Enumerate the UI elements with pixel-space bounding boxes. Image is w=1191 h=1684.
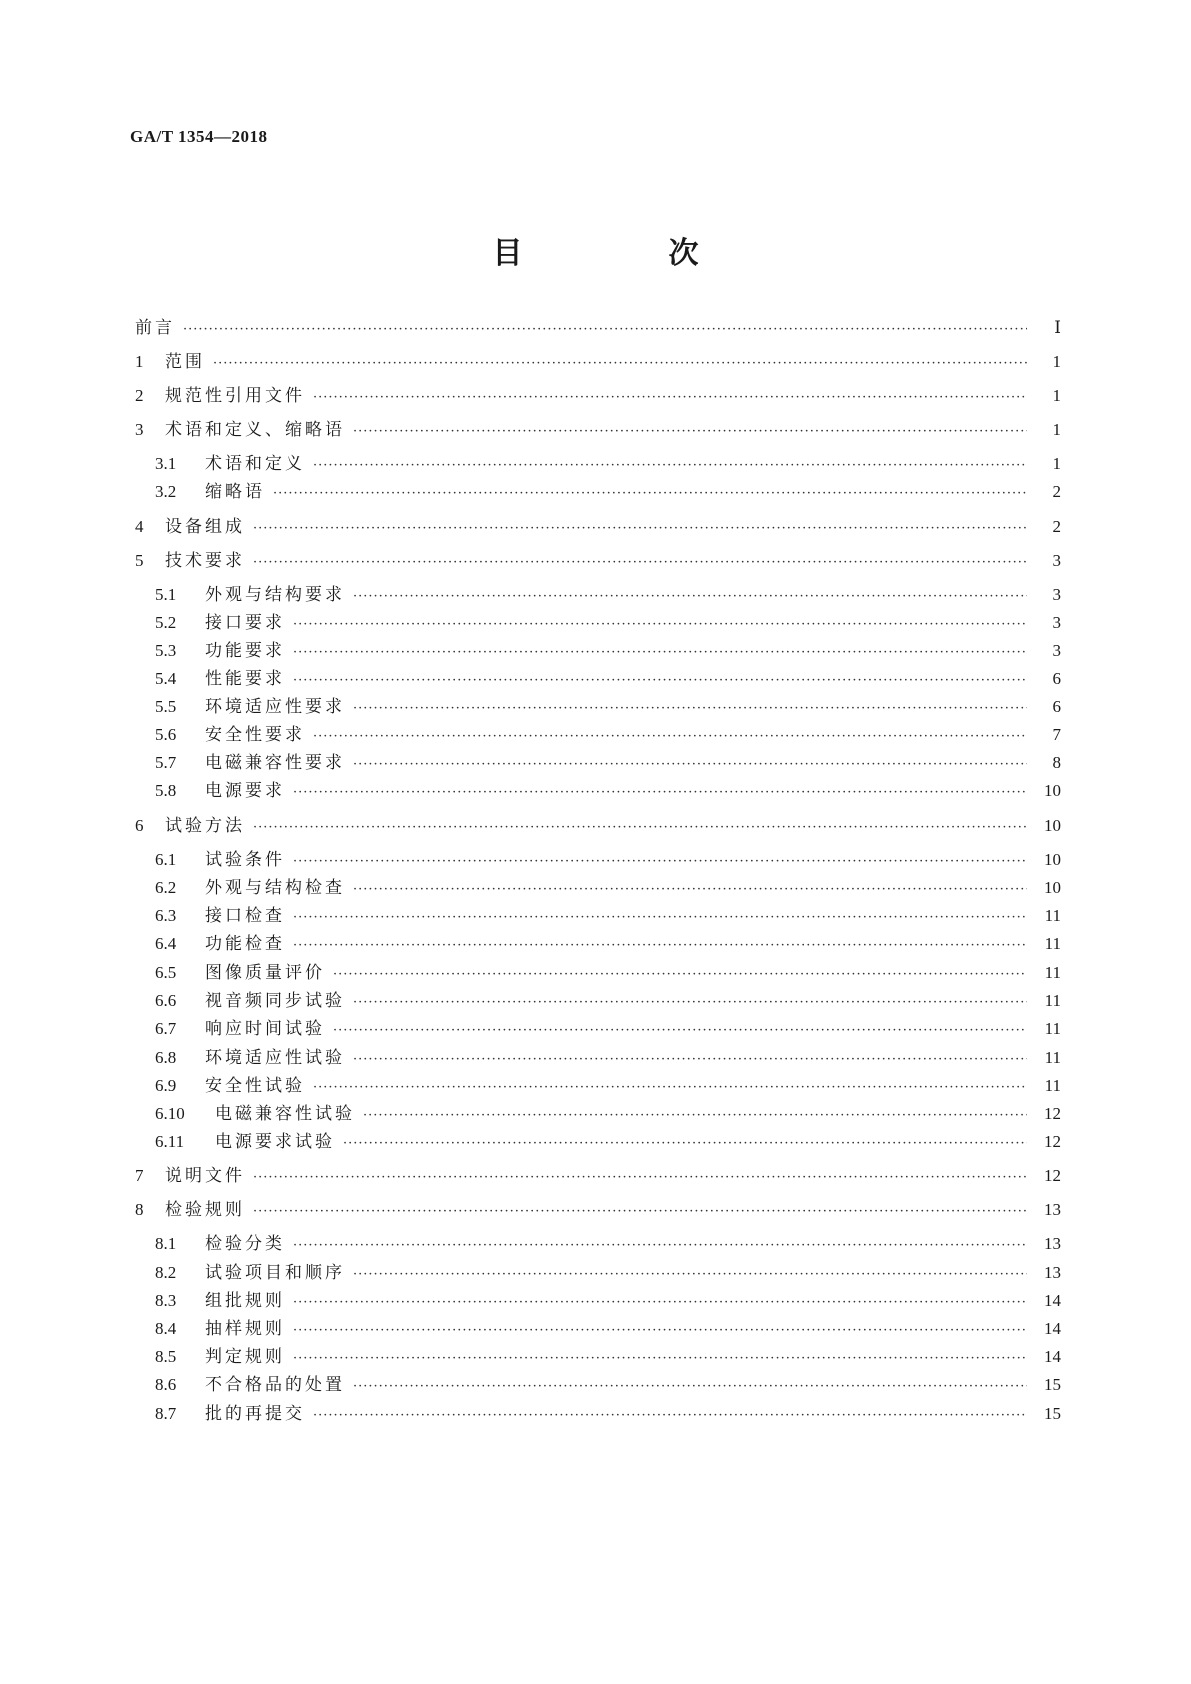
- toc-entry-title: 功能检查: [205, 934, 285, 954]
- toc-entry-title: 前言: [135, 318, 175, 338]
- toc-entry[interactable]: [135, 316, 1061, 340]
- toc-entry-page: 11: [1044, 934, 1061, 953]
- toc-entry-page: 11: [1044, 963, 1061, 982]
- dot-leader: [253, 816, 1027, 840]
- dot-leader: [293, 1347, 1027, 1371]
- toc-entry[interactable]: [155, 1130, 1061, 1154]
- dot-leader: [313, 1076, 1027, 1100]
- toc-entry-number: 6.10: [155, 1104, 185, 1123]
- dot-leader: [353, 697, 1027, 721]
- toc-entry[interactable]: [135, 384, 1061, 408]
- toc-entry-page: 10: [1044, 816, 1061, 835]
- dot-leader: [333, 1019, 1027, 1043]
- toc-entry-number: 5.6: [155, 725, 177, 744]
- toc-entry-number: 8.7: [155, 1404, 177, 1423]
- toc-entry[interactable]: [155, 1232, 1061, 1256]
- toc-entry-page: 11: [1044, 991, 1061, 1010]
- toc-entry[interactable]: [155, 1345, 1061, 1369]
- toc-entry-title: 环境适应性要求: [205, 697, 345, 717]
- toc-entry-title: 电磁兼容性要求: [205, 753, 345, 773]
- toc-entry-page: 11: [1044, 1019, 1061, 1038]
- toc-entry-title: 响应时间试验: [205, 1019, 325, 1039]
- toc-entry-number: 5.5: [155, 697, 177, 716]
- toc-entry-page: 13: [1044, 1200, 1061, 1219]
- toc-entry[interactable]: [155, 583, 1061, 607]
- toc-entry-page: 11: [1044, 1048, 1061, 1067]
- toc-entry-title: 试验项目和顺序: [205, 1263, 345, 1283]
- toc-entry[interactable]: [155, 1017, 1061, 1041]
- toc-entry-number: 6.1: [155, 850, 177, 869]
- dot-leader: [293, 1319, 1027, 1343]
- toc-entry-title: 说明文件: [165, 1166, 245, 1186]
- toc-entry[interactable]: [155, 611, 1061, 635]
- toc-entry[interactable]: [135, 515, 1061, 539]
- dot-leader: [313, 725, 1027, 749]
- toc-entry-page: 10: [1044, 781, 1061, 800]
- toc-entry-page: 12: [1044, 1166, 1061, 1185]
- toc-entry-page: 14: [1044, 1347, 1061, 1366]
- toc-entry[interactable]: [155, 1317, 1061, 1341]
- toc-entry[interactable]: [155, 1373, 1061, 1397]
- toc-entry-title: 电磁兼容性试验: [215, 1104, 355, 1124]
- toc-entry-page: Ⅰ: [1054, 318, 1061, 337]
- dot-leader: [353, 1048, 1027, 1072]
- dot-leader: [363, 1104, 1027, 1128]
- toc-entry-page: 6: [1052, 697, 1061, 716]
- toc-entry-number: 6.6: [155, 991, 177, 1010]
- dot-leader: [313, 386, 1027, 410]
- toc-entry-title: 外观与结构要求: [205, 585, 345, 605]
- dot-leader: [293, 613, 1027, 637]
- dot-leader: [353, 878, 1027, 902]
- toc-entry-title: 安全性试验: [205, 1076, 305, 1096]
- toc-entry-title: 术语和定义、缩略语: [165, 420, 345, 440]
- toc-entry[interactable]: [155, 1261, 1061, 1285]
- toc-entry-title: 环境适应性试验: [205, 1048, 345, 1068]
- toc-entry-number: 6.4: [155, 934, 177, 953]
- toc-entry[interactable]: [155, 480, 1061, 504]
- toc-entry-title: 性能要求: [205, 669, 285, 689]
- toc-entry-page: 7: [1052, 725, 1061, 744]
- toc-entry[interactable]: [155, 989, 1061, 1013]
- toc-entry-title: 图像质量评价: [205, 963, 325, 983]
- toc-entry-title: 试验方法: [165, 816, 245, 836]
- toc-entry[interactable]: [135, 549, 1061, 573]
- toc-entry[interactable]: [155, 1074, 1061, 1098]
- toc-entry-number: 3.1: [155, 454, 177, 473]
- toc-entry[interactable]: [135, 350, 1061, 374]
- dot-leader: [273, 482, 1027, 506]
- toc-entry[interactable]: [135, 418, 1061, 442]
- toc-entry-number: 7: [135, 1166, 144, 1185]
- toc-entry-number: 8: [135, 1200, 144, 1219]
- toc-entry[interactable]: [155, 452, 1061, 476]
- toc-entry-title: 范围: [165, 352, 205, 372]
- toc-entry-number: 8.6: [155, 1375, 177, 1394]
- toc-entry-title: 检验规则: [165, 1200, 245, 1220]
- dot-leader: [253, 1166, 1027, 1190]
- toc-entry-title: 电源要求: [205, 781, 285, 801]
- dot-leader: [293, 669, 1027, 693]
- toc-entry-page: 11: [1044, 906, 1061, 925]
- toc-entry-page: 2: [1052, 482, 1061, 501]
- toc-entry-number: 6.3: [155, 906, 177, 925]
- dot-leader: [343, 1132, 1027, 1156]
- toc-entry[interactable]: [135, 1164, 1061, 1188]
- toc-entry-page: 12: [1044, 1104, 1061, 1123]
- toc-entry-number: 2: [135, 386, 144, 405]
- toc-entry-number: 5.3: [155, 641, 177, 660]
- toc-entry-page: 10: [1044, 878, 1061, 897]
- toc-entry-title: 试验条件: [205, 850, 285, 870]
- toc-entry-number: 8.5: [155, 1347, 177, 1366]
- dot-leader: [353, 585, 1027, 609]
- toc-entry[interactable]: [155, 848, 1061, 872]
- toc-entry-number: 6: [135, 816, 144, 835]
- toc-entry-number: 5.8: [155, 781, 177, 800]
- toc-entry-page: 3: [1052, 613, 1061, 632]
- toc-entry-title: 电源要求试验: [215, 1132, 335, 1152]
- toc-entry-number: 1: [135, 352, 144, 371]
- standard-code: GA/T 1354—2018: [130, 127, 268, 146]
- toc-entry-page: 6: [1052, 669, 1061, 688]
- toc-entry[interactable]: [155, 723, 1061, 747]
- toc-entry-page: 3: [1052, 585, 1061, 604]
- toc-entry[interactable]: [135, 1198, 1061, 1222]
- toc-entry[interactable]: [155, 904, 1061, 928]
- dot-leader: [293, 781, 1027, 805]
- dot-leader: [183, 318, 1027, 342]
- toc-entry-number: 5.1: [155, 585, 177, 604]
- toc-entry-number: 4: [135, 517, 144, 536]
- toc-entry-number: 6.9: [155, 1076, 177, 1095]
- dot-leader: [293, 850, 1027, 874]
- toc-entry-title: 检验分类: [205, 1234, 285, 1254]
- dot-leader: [313, 1404, 1027, 1428]
- toc-entry-page: 13: [1044, 1263, 1061, 1282]
- dot-leader: [353, 420, 1027, 444]
- toc-entry-title: 外观与结构检查: [205, 878, 345, 898]
- toc-entry-page: 11: [1044, 1076, 1061, 1095]
- toc-entry-title: 技术要求: [165, 551, 245, 571]
- toc-entry-number: 6.5: [155, 963, 177, 982]
- toc-entry[interactable]: [155, 751, 1061, 775]
- dot-leader: [293, 1291, 1027, 1315]
- toc-entry-page: 8: [1052, 753, 1061, 772]
- toc-entry-title: 缩略语: [205, 482, 265, 502]
- toc-entry-number: 6.2: [155, 878, 177, 897]
- toc-entry-title: 批的再提交: [205, 1404, 305, 1424]
- toc-entry-page: 15: [1044, 1404, 1061, 1423]
- dot-leader: [333, 963, 1027, 987]
- toc-entry-title: 判定规则: [205, 1347, 285, 1367]
- toc-entry[interactable]: [155, 932, 1061, 956]
- toc-entry-page: 15: [1044, 1375, 1061, 1394]
- toc-entry-page: 14: [1044, 1291, 1061, 1310]
- dot-leader: [253, 551, 1027, 575]
- toc-entry-page: 10: [1044, 850, 1061, 869]
- toc-entry-page: 3: [1052, 641, 1061, 660]
- toc-entry-number: 5.4: [155, 669, 177, 688]
- dot-leader: [353, 1375, 1027, 1399]
- toc-entry-number: 6.7: [155, 1019, 177, 1038]
- toc-entry-number: 8.4: [155, 1319, 177, 1338]
- toc-entry-title: 规范性引用文件: [165, 386, 305, 406]
- toc-entry-page: 12: [1044, 1132, 1061, 1151]
- toc-entry-number: 8.2: [155, 1263, 177, 1282]
- toc-entry-page: 1: [1052, 454, 1061, 473]
- dot-leader: [253, 1200, 1027, 1224]
- toc-entry[interactable]: [155, 695, 1061, 719]
- dot-leader: [293, 1234, 1027, 1258]
- toc-entry-title: 接口要求: [205, 613, 285, 633]
- toc-entry-number: 3.2: [155, 482, 177, 501]
- toc-entry-title: 安全性要求: [205, 725, 305, 745]
- dot-leader: [293, 906, 1027, 930]
- toc-entry[interactable]: [155, 1289, 1061, 1313]
- dot-leader: [353, 991, 1027, 1015]
- toc-entry-page: 1: [1052, 386, 1061, 405]
- toc-entry-number: 5.2: [155, 613, 177, 632]
- dot-leader: [353, 1263, 1027, 1287]
- toc-entry-title: 接口检查: [205, 906, 285, 926]
- toc-entry-number: 6.11: [155, 1132, 185, 1151]
- toc-entry-page: 13: [1044, 1234, 1061, 1253]
- toc-entry-page: 1: [1052, 420, 1061, 439]
- toc-entry[interactable]: [155, 779, 1061, 803]
- toc-entry-number: 6.8: [155, 1048, 177, 1067]
- toc-entry-title: 不合格品的处置: [205, 1375, 345, 1395]
- toc-entry[interactable]: [155, 876, 1061, 900]
- dot-leader: [293, 641, 1027, 665]
- toc-entry-page: 14: [1044, 1319, 1061, 1338]
- toc-entry-number: 8.3: [155, 1291, 177, 1310]
- toc-entry[interactable]: [155, 1046, 1061, 1070]
- dot-leader: [313, 454, 1027, 478]
- page-title: 目 次: [492, 236, 757, 271]
- toc-entry-title: 术语和定义: [205, 454, 305, 474]
- dot-leader: [213, 352, 1027, 376]
- toc-entry[interactable]: [135, 814, 1061, 838]
- dot-leader: [293, 934, 1027, 958]
- toc-entry-title: 组批规则: [205, 1291, 285, 1311]
- toc-entry-number: 8.1: [155, 1234, 177, 1253]
- toc-entry-title: 抽样规则: [205, 1319, 285, 1339]
- toc-entry-page: 3: [1052, 551, 1061, 570]
- toc-entry[interactable]: [155, 667, 1061, 691]
- toc-entry-title: 设备组成: [165, 517, 245, 537]
- toc-entry-number: 5.7: [155, 753, 177, 772]
- toc-entry[interactable]: [155, 1102, 1061, 1126]
- toc-entry[interactable]: [155, 961, 1061, 985]
- toc-entry[interactable]: [155, 639, 1061, 663]
- toc-entry-number: 5: [135, 551, 144, 570]
- dot-leader: [353, 753, 1027, 777]
- toc-entry[interactable]: [155, 1402, 1061, 1426]
- toc-entry-page: 1: [1052, 352, 1061, 371]
- toc-entry-title: 功能要求: [205, 641, 285, 661]
- toc-entry-page: 2: [1052, 517, 1061, 536]
- toc-entry-number: 3: [135, 420, 144, 439]
- dot-leader: [253, 517, 1027, 541]
- toc-entry-title: 视音频同步试验: [205, 991, 345, 1011]
